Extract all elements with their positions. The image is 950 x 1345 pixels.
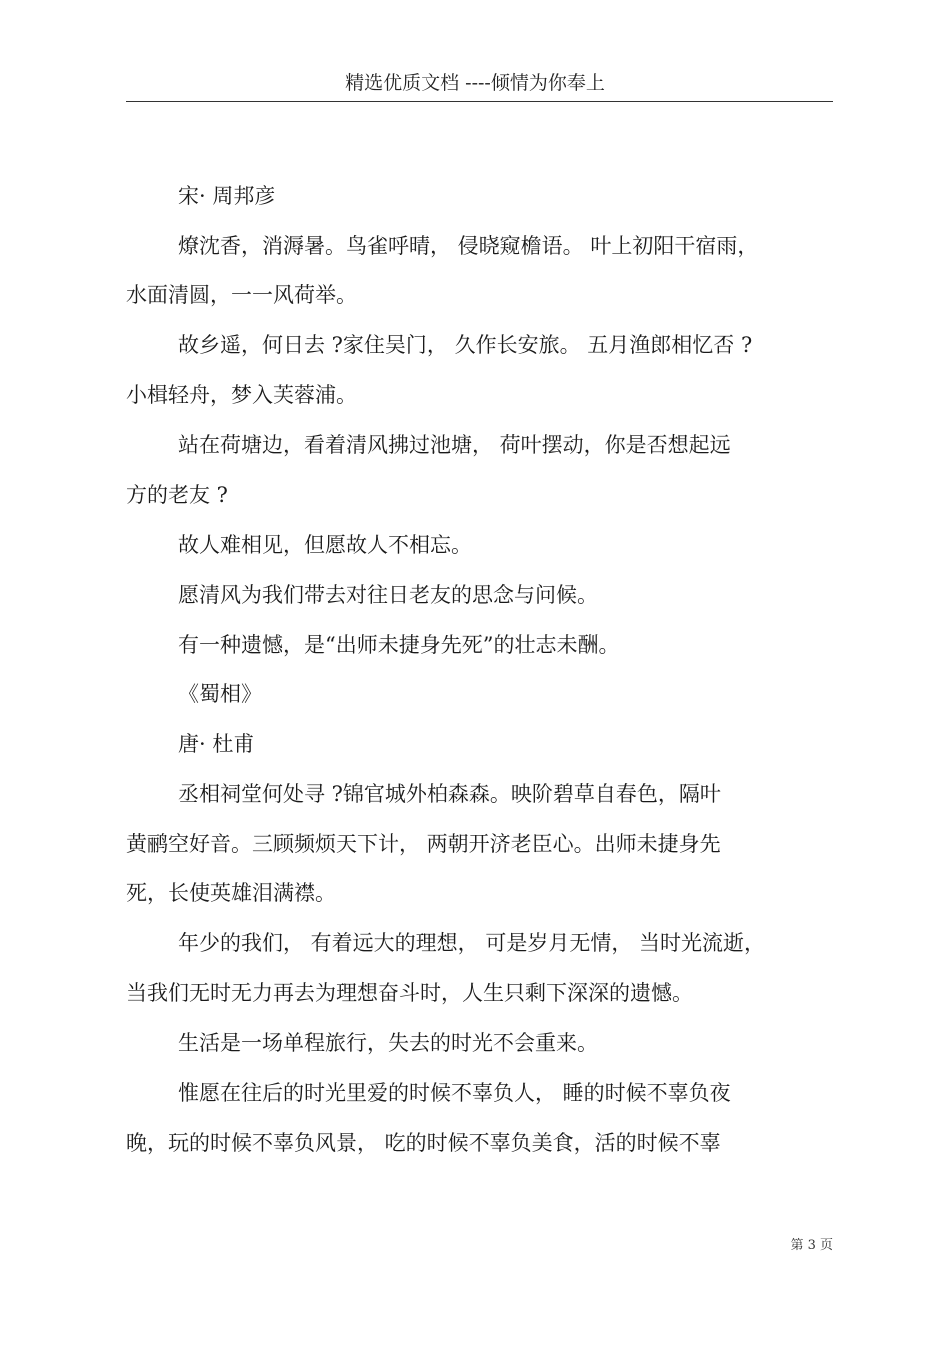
paragraph-line: 晚，玩的时候不辜负风景， 吃的时候不辜负美食，活的时候不辜 <box>126 1131 721 1155</box>
paragraph-line: 愿清风为我们带去对往日老友的思念与问候。 <box>178 583 598 607</box>
paragraph-line: 故人难相见，但愿故人不相忘。 <box>178 533 472 557</box>
poem-title-line: 《蜀相》 <box>178 682 262 706</box>
page-number: 第 3 页 <box>790 1238 833 1253</box>
paragraph-line: 方的老友 ? <box>126 483 228 507</box>
page-header-title: 精选优质文档 ----倾情为你奉上 <box>345 72 605 94</box>
paragraph-line: 水面清圆，一一风荷举。 <box>126 283 357 307</box>
paragraph-line: 年少的我们， 有着远大的理想， 可是岁月无情， 当时光流逝， <box>178 931 766 955</box>
paragraph-line: 小楫轻舟，梦入芙蓉浦。 <box>126 383 357 407</box>
paragraph-line: 黄鹂空好音。三顾频烦天下计， 两朝开济老臣心。出师未捷身先 <box>126 832 721 856</box>
paragraph-line: 惟愿在往后的时光里爱的时候不辜负人， 睡的时候不辜负夜 <box>178 1081 731 1105</box>
paragraph-line: 有一种遗憾，是“出师未捷身先死”的壮志未酬。 <box>178 633 620 657</box>
header-divider <box>126 101 833 102</box>
paragraph-line: 故乡遥，何日去 ?家住吴门， 久作长安旅。 五月渔郎相忆否 ? <box>178 333 753 357</box>
poem-author-line: 宋· 周邦彦 <box>178 184 276 208</box>
poem-author-line: 唐· 杜甫 <box>178 732 255 756</box>
paragraph-line: 站在荷塘边，看着清风拂过池塘， 荷叶摆动，你是否想起远 <box>178 433 731 457</box>
paragraph-line: 生活是一场单程旅行，失去的时光不会重来。 <box>178 1031 598 1055</box>
paragraph-line: 当我们无时无力再去为理想奋斗时，人生只剩下深深的遗憾。 <box>126 981 693 1005</box>
paragraph-line: 丞相祠堂何处寻 ?锦官城外柏森森。映阶碧草自春色，隔叶 <box>178 782 721 806</box>
paragraph-line: 死，长使英雄泪满襟。 <box>126 881 336 905</box>
paragraph-line: 燎沈香，消溽暑。鸟雀呼晴， 侵晓窥檐语。 叶上初阳干宿雨， <box>178 234 759 258</box>
